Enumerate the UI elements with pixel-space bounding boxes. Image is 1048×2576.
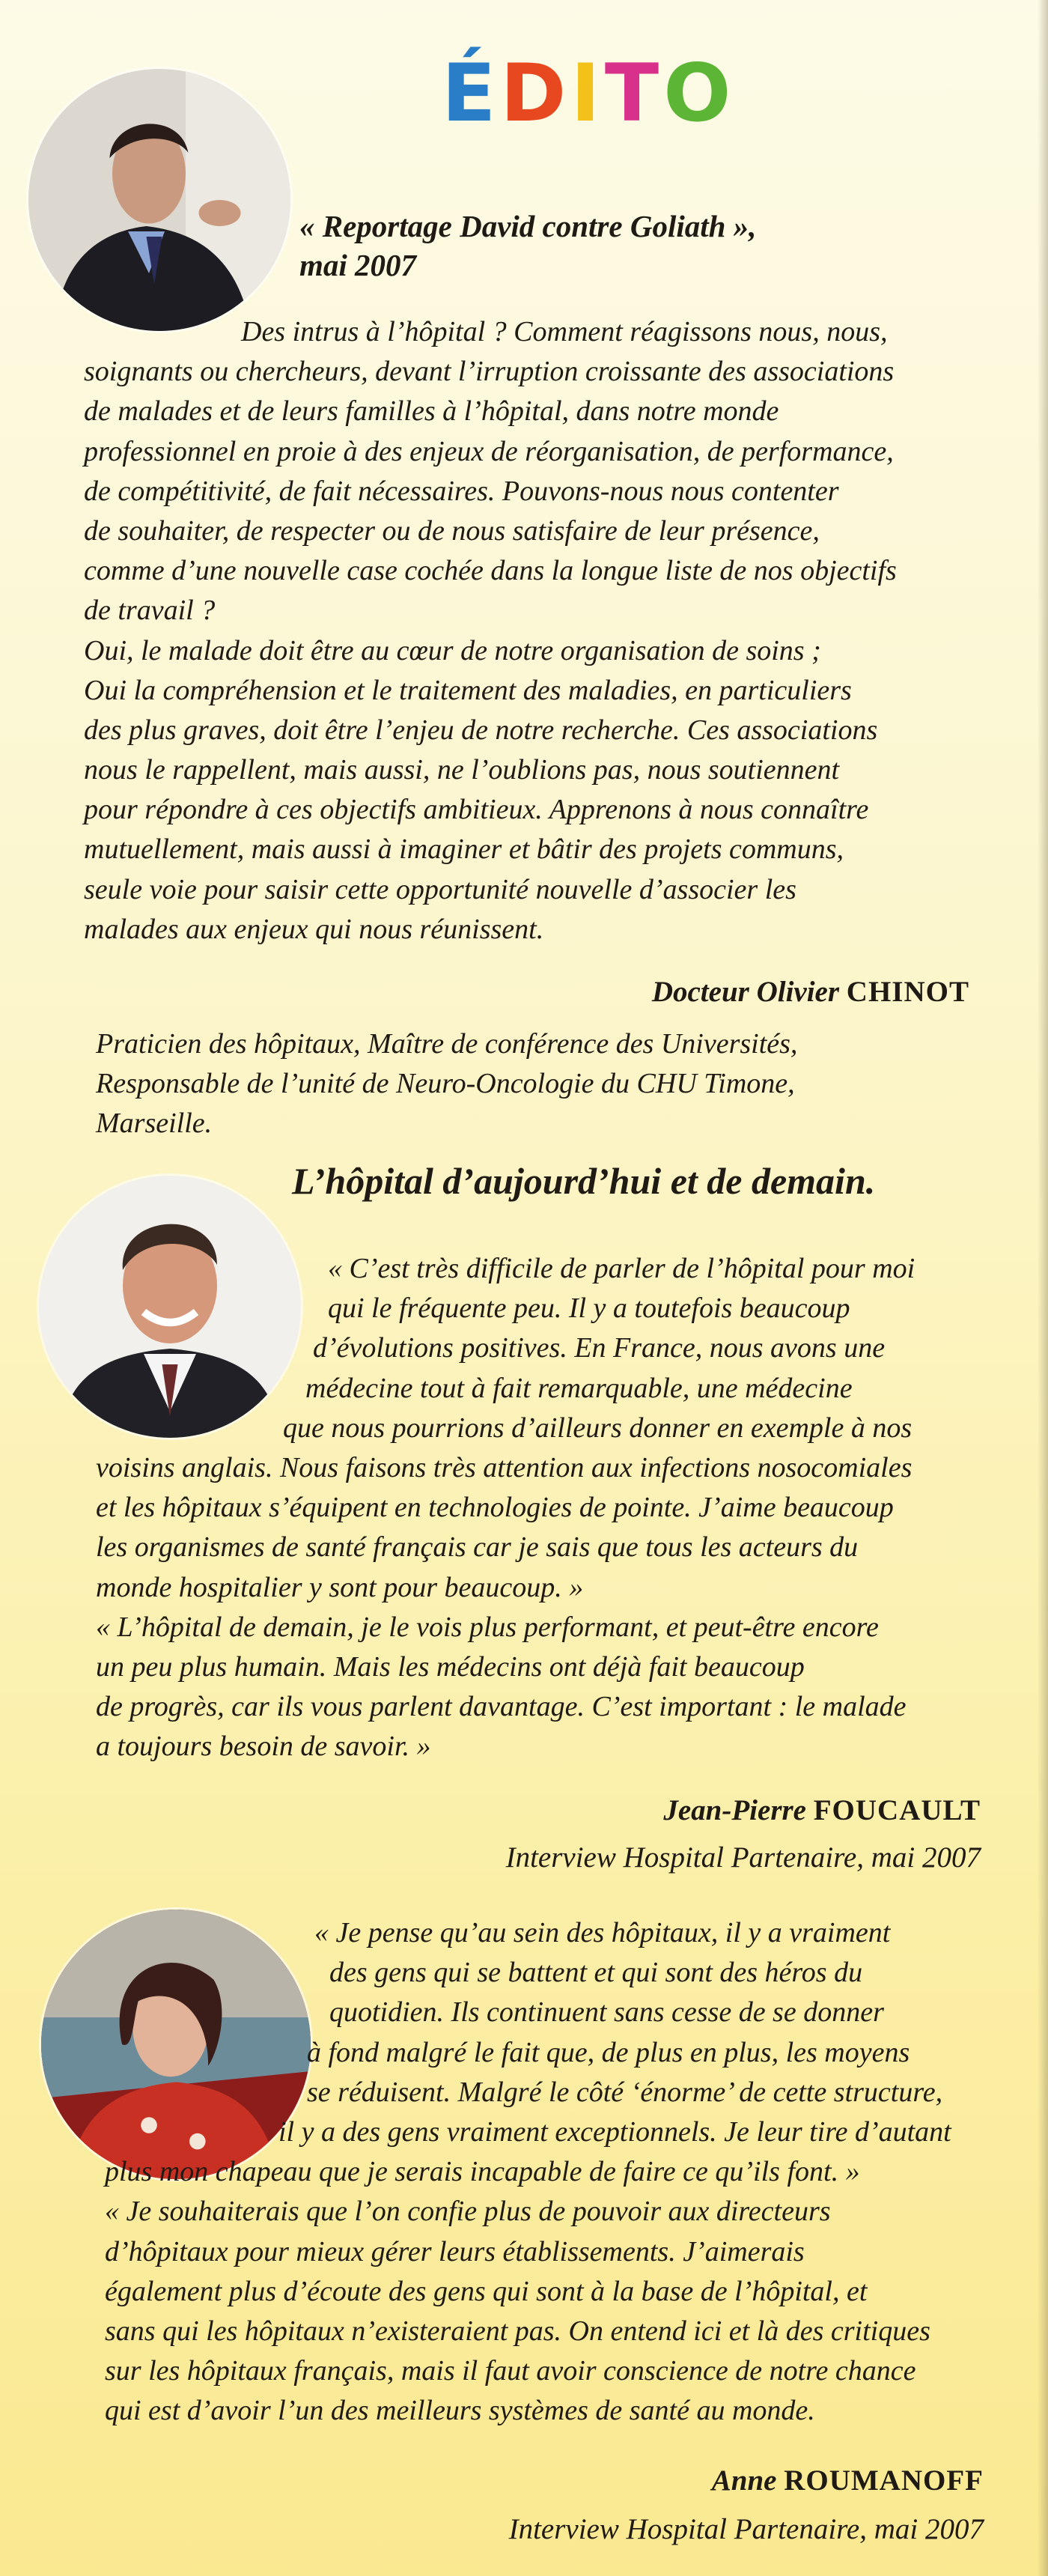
author-last-name: CHINOT [846, 976, 969, 1008]
text-line: « L’hôpital de demain, je le vois plus performant, et peut-être encore [96, 1611, 879, 1643]
interview-quote-roumanoff [105, 1913, 987, 2431]
text-line: se réduisent. Malgré le côté ‘énorme’ de cette structure, [307, 2076, 943, 2108]
author-affiliation [96, 1024, 979, 1144]
text-line: « Je souhaiterais que l’on confie plus de pouvoir aux directeurs [105, 2196, 831, 2228]
text-line: plus mon chapeau que je serais incapable de faire ce qu’ils font. » [105, 2156, 860, 2188]
text-line: professionnel en proie à des enjeux de réorganisation, de performance, [84, 435, 894, 467]
text-line: médecine tout à fait remarquable, une médecine [305, 1372, 853, 1404]
text-line: pour répondre à ces objectifs ambitieux. Apprenons à nous connaître [84, 794, 869, 826]
text-line: Oui, le malade doit être au cœur de notre organisation de soins ; [84, 634, 821, 666]
text-line: seule voie pour saisir cette opportunité nouvelle d’associer les [84, 873, 796, 905]
author-last-name: ROUMANOFF [784, 2464, 984, 2497]
title-letter: T [604, 47, 664, 139]
title-letter: I [570, 47, 605, 139]
text-line: voisins anglais. Nous faisons très attention aux infections nosocomiales [96, 1451, 913, 1483]
affiliation-line: Responsable de l’unité de Neuro-Oncologie du CHU Timone, [96, 1068, 795, 1100]
text-line: quotidien. Ils continuent sans cesse de se donner [329, 1996, 884, 2029]
report-title-line: « Reportage David contre Goliath », [299, 209, 757, 243]
page-edge-shadow [1038, 0, 1048, 2576]
text-line: il y a des gens vraiment exceptionnels. Je leur tire d’autant [278, 2115, 951, 2148]
title-letter: O [663, 47, 736, 139]
text-line: à fond malgré le fait que, de plus en plus, les moyens [307, 2036, 910, 2068]
section-heading: L’hôpital d’aujourd’hui et de demain. [292, 1160, 876, 1202]
text-line: des gens qui se battent et qui sont des héros du [329, 1957, 863, 1989]
author-first-name: Jean-Pierre [663, 1794, 806, 1826]
author-first-name: Docteur Olivier [651, 976, 840, 1008]
text-line: Des intrus à l’hôpital ? Comment réagissons nous, nous, [241, 316, 888, 347]
text-line: comme d’une nouvelle case cochée dans la longue liste de nos objectifs [84, 555, 897, 587]
interview-source: Interview Hospital Partenaire, mai 2007 [508, 2513, 984, 2545]
text-line: sans qui les hôpitaux n’existeraient pas. On entend ici et là des critiques [105, 2315, 930, 2347]
edito-title [442, 47, 736, 139]
editorial-paragraph [84, 312, 963, 950]
report-title-line: mai 2007 [299, 248, 417, 283]
author-signature [712, 2464, 984, 2497]
interview-source: Interview Hospital Partenaire, mai 2007 [505, 1841, 981, 1874]
affiliation-line: Praticien des hôpitaux, Maître de conférence des Universités, [96, 1028, 798, 1060]
author-last-name: FOUCAULT [813, 1794, 981, 1826]
text-line: les organismes de santé français car je sais que tous les acteurs du [96, 1531, 859, 1564]
text-line: monde hospitalier y sont pour beaucoup. » [96, 1571, 584, 1603]
affiliation-line: Marseille. [96, 1108, 213, 1140]
text-line: d’hôpitaux pour mieux gérer leurs établissements. J’aimerais [105, 2235, 805, 2267]
author-first-name: Anne [711, 2464, 777, 2497]
text-line: Oui la compréhension et le traitement des maladies, en particuliers [84, 674, 852, 706]
title-letter: É [442, 47, 501, 139]
text-line: des plus graves, doit être l’enjeu de notre recherche. Ces associations [84, 714, 878, 746]
text-line: mutuellement, mais aussi à imaginer et bâtir des projets communs, [84, 833, 844, 866]
text-line: nous le rappellent, mais aussi, ne l’oublions pas, nous soutiennent [84, 754, 840, 786]
text-line: et les hôpitaux s’équipent en technologies de pointe. J’aime beaucoup [96, 1492, 894, 1524]
text-line: qui est d’avoir l’un des meilleurs systèmes de santé au monde. [105, 2395, 815, 2427]
report-title [299, 207, 958, 285]
text-line: soignants ou chercheurs, devant l’irruption croissante des associations [84, 356, 895, 388]
portrait-man-suit-icon [28, 69, 290, 331]
title-letter: D [500, 47, 571, 139]
text-line: « Je pense qu’au sein des hôpitaux, il y a vraiment [314, 1917, 891, 1948]
text-line: malades aux enjeux qui nous réunissent. [84, 913, 544, 945]
author-signature [652, 975, 969, 1009]
text-line: a toujours besoin de savoir. » [96, 1731, 431, 1763]
text-line: de progrès, car ils vous parlent davantage. C’est important : le malade [96, 1691, 907, 1723]
interview-quote-foucault [96, 1249, 979, 1767]
text-line: « C’est très difficile de parler de l’hôpital pour moi [328, 1253, 916, 1284]
author-signature [663, 1793, 981, 1827]
text-line: que nous pourrions d’ailleurs donner en exemple à nos [283, 1412, 913, 1444]
text-line: de compétitivité, de fait nécessaires. Pouvons-nous nous contenter [84, 475, 839, 507]
text-line: d’évolutions positives. En France, nous avons une [313, 1332, 886, 1364]
text-line: qui le fréquente peu. Il y a toutefois beaucoup [328, 1292, 850, 1325]
text-line: sur les hôpitaux français, mais il faut avoir conscience de notre chance [105, 2355, 916, 2387]
text-line: un peu plus humain. Mais les médecins ont déjà fait beaucoup [96, 1650, 805, 1683]
text-line: de malades et de leurs familles à l’hôpital, dans notre monde [84, 395, 779, 428]
text-line: de souhaiter, de respecter ou de nous satisfaire de leur présence, [84, 514, 820, 547]
text-line: de travail ? [84, 595, 216, 627]
text-line: également plus d’écoute des gens qui sont à la base de l’hôpital, et [105, 2275, 868, 2307]
